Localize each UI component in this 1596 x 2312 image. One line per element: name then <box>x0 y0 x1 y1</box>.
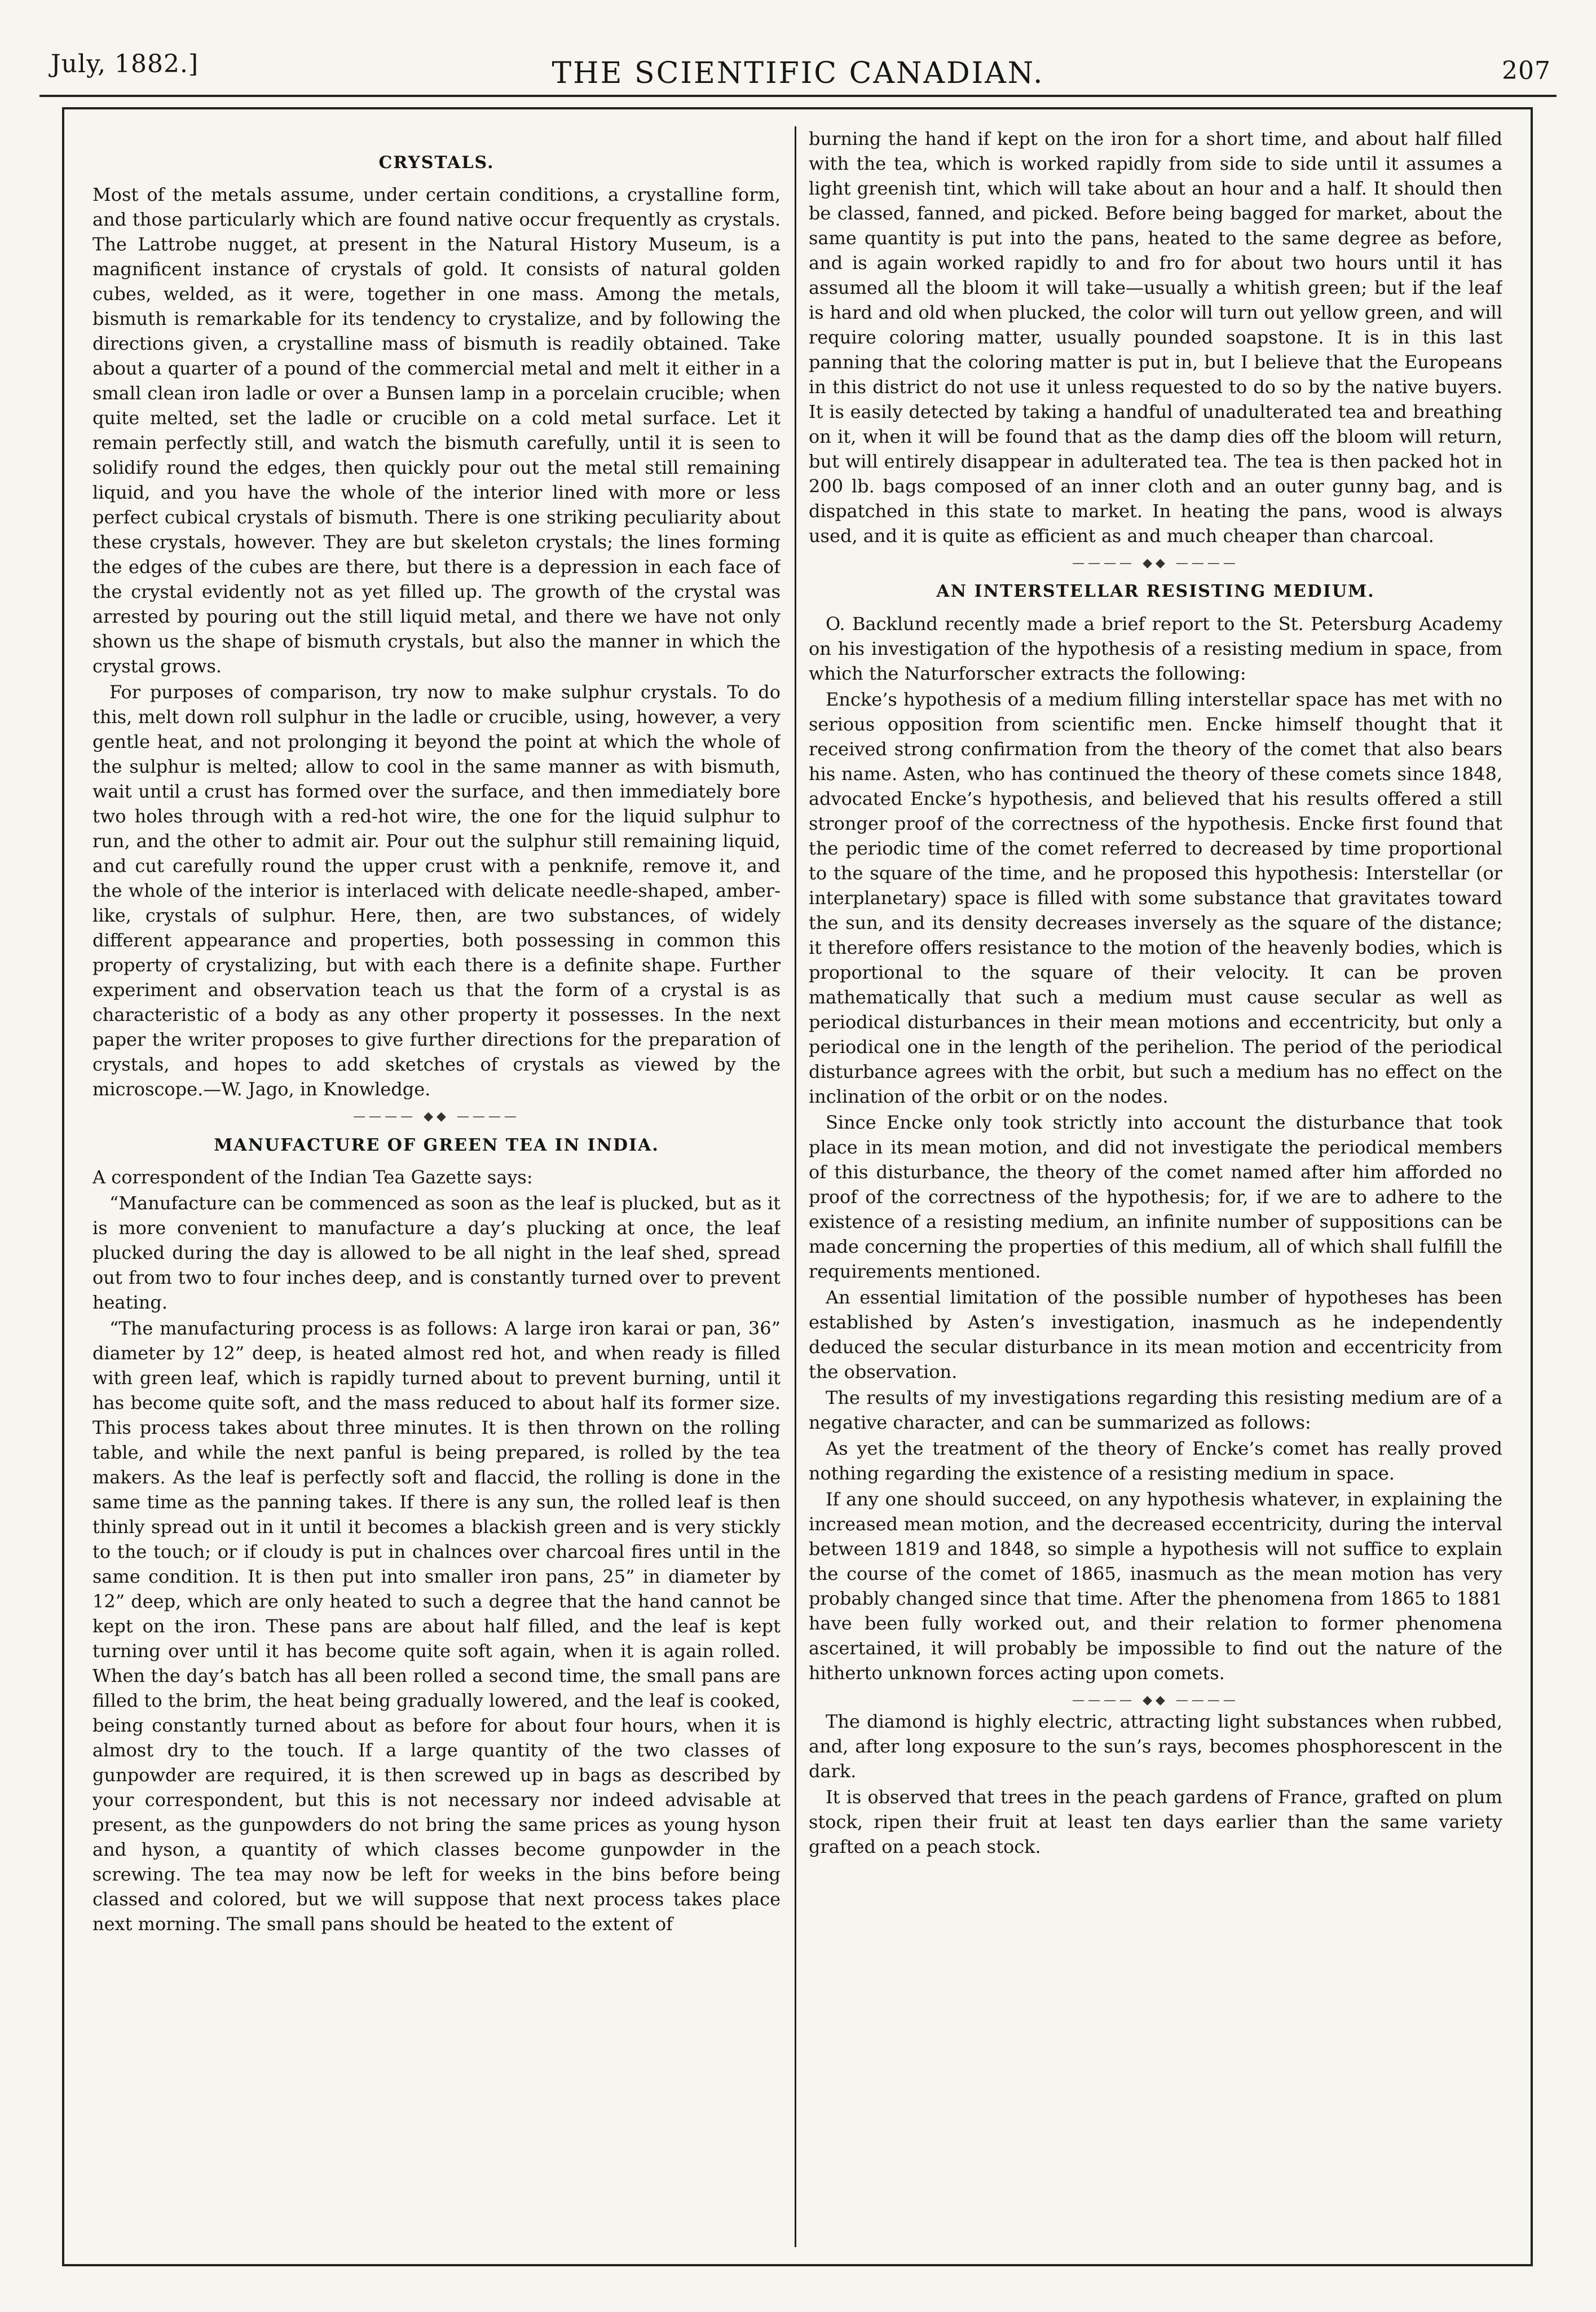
medium-paragraph-5: The results of my investigations regarding this resisting medium are of a negative character, and can be summarized as follows: <box>809 1386 1502 1433</box>
page-number: 207 <box>1502 56 1551 85</box>
diamond-note: The diamond is highly electric, attracting light substances when rubbed, and, after long exposure to the sun’s rays, becomes phosphorescent in the dark. <box>809 1710 1502 1782</box>
section-separator <box>809 1692 1502 1709</box>
green-tea-paragraph-3: “The manufacturing process is as follows: A large iron karai or pan, 36” diameter by 12” deep, is heated almost red hot, and when ready is filled with green leaf, which is rapidly turned about to prevent burning, until it has become quite soft, and the mass reduced to about half its former size. This process takes about three minutes. It is then thrown on the rolling table, and while the next panful is being prepared, is rolled by the tea makers. As the leaf is perfectly soft and flaccid, the rolling is done in the same time as the panning takes. If there is any sun, the rolled leaf is then thinly spread out in it until it becomes a blackish green and is very stickly to the touch; or if cloudy is put in chalnces over charcoal fires until in the same condition. It is then put into smaller iron pans, 25” in diameter by 12” deep, which are only heated to such a degree that the hand cannot be kept on the iron. These pans are about half filled, and the leaf is kept turning over until it has become quite soft again, when it is again rolled. When the day’s batch has all been rolled a second time, the small pans are filled to the brim, the heat being gradually lowered, and the leaf is cooked, being constantly turned about as before for about four hours, when it is almost dry to the touch. If a large quantity of the two classes of gunpowder are required, it is then screwed up in bags as described by your correspondent, but this is not necessary nor indeed advisable at present, as the gunpowders do not bring the same prices as young hyson and hyson, a quantity of which classes become gunpowder in the screwing. The tea may now be left for weeks in the bins before being classed and colored, but we will suppose that next process takes place next morning. The small pans should be heated to the extent of <box>92 1317 781 1935</box>
medium-paragraph-6: As yet the treatment of the theory of Encke’s comet has really proved nothing regarding the existence of a resisting medium in space. <box>809 1437 1502 1484</box>
column-divider <box>795 126 796 2247</box>
issue-date: July, 1882.] <box>51 50 199 78</box>
section-separator <box>809 555 1502 572</box>
page-frame <box>62 107 1533 2266</box>
crystals-heading: CRYSTALS. <box>378 153 495 173</box>
medium-paragraph-7: If any one should succeed, on any hypothesis whatever, in explaining the increased mean motion, and the decreased eccentricity, during the interval between 1819 and 1848, so simple a hypothesis will not suffice to explain the course of the comet of 1865, inasmuch as the mean motion has very probably changed since that time. After the phenomena from 1865 to 1881 have been fully worked out, and their relation to former phenomena ascertained, it will probably be impossible to find out the nature of the hitherto unknown forces acting upon comets. <box>809 1488 1502 1684</box>
peach-note: It is observed that trees in the peach gardens of France, grafted on plum stock, ripen their fruit at least ten days earlier than the same variety grafted on a peach stock. <box>809 1786 1502 1857</box>
left-column <box>92 143 781 2241</box>
header-rule <box>39 95 1557 97</box>
green-tea-paragraph-2: “Manufacture can be commenced as soon as the leaf is plucked, but as it is more convenient to manufacture a day’s plucking at once, the leaf plucked during the day is allowed to be all night in the leaf shed, spread out from two to four inches deep, and is constantly turned over to prevent heating. <box>92 1192 781 1313</box>
medium-paragraph-2: Encke’s hypothesis of a medium filling interstellar space has met with no serious opposition from scientific men. Encke himself thought that it received strong confirmation from the theory of the comet that also bears his name. Asten, who has continued the theory of these comets since 1848, advocated Encke’s hypothesis, and believed that his results offered a still stronger proof of the correctness of the hypothesis. Encke first found that the periodic time of the comet referred to decreased by time proportional to the square of the time, and he proposed this hypothesis: Interstellar (or interplanetary) space is filled with some substance that gravitates toward the sun, and its density decreases inversely as the square of the distance; it therefore offers resistance to the motion of the heavenly bodies, which is proportional to the square of their velocity. It can be proven mathematically that such a medium must cause secular as well as periodical disturbances in their mean motions and eccentricity, but only a periodical one in the length of the perihelion. The period of the periodical disturbance agrees with the orbit, but such a medium has no effect on the inclination of the orbit or on the nodes. <box>809 688 1502 1107</box>
medium-paragraph-3: Since Encke only took strictly into account the disturbance that took place in its mean motion, and did not investigate the periodical members of this disturbance, the theory of the comet named after him afforded no proof of the correctness of the hypothesis; for, if we are to adhere to the existence of a resisting medium, an infinite number of suppositions can be made concerning the properties of this medium, all of which shall fulfill the requirements mentioned. <box>809 1111 1502 1282</box>
crystals-paragraph-2: For purposes of comparison, try now to make sulphur crystals. To do this, melt down roll sulphur in the ladle or crucible, using, however, a very gentle heat, and not prolonging it beyond the point at which the whole of the sulphur is melted; allow to cool in the same manner as with bismuth, wait until a crust has formed over the surface, and then immediately bore two holes through with a red-hot wire, the one for the liquid sulphur to run, and the other to admit air. Pour out the sulphur still remaining liquid, and cut carefully round the upper crust with a penknife, remove it, and the whole of the interior is interlaced with delicate needle-shaped, amber-like, crystals of sulphur. Here, then, are two substances, of widely different appearance and properties, both possessing in common this property of crystalizing, but with each there is a definite shape. Further experiment and observation teach us that the form of a crystal is as characteristic of a body as any other property it possesses. In the next paper the writer proposes to give further directions for the preparation of crystals, and hopes to add sketches of crystals as viewed by the microscope.—W. Jago, in Knowledge. <box>92 681 781 1100</box>
green-tea-heading: MANUFACTURE OF GREEN TEA IN INDIA. <box>214 1135 659 1155</box>
crystals-paragraph-1: Most of the metals assume, under certain conditions, a crystalline form, and those particularly which are found native occur frequently as crystals. The Lattrobe nugget, at present in the Natural History Museum, is a magnificent instance of crystals of gold. It consists of natural golden cubes, welded, as it were, together in one mass. Among the metals, bismuth is remarkable for its tendency to crystalize, and by following the directions given, a crystalline mass of bismuth is readily obtained. Take about a quarter of a pound of the commercial metal and melt it either in a small clean iron ladle or over a Bunsen lamp in a porcelain crucible; when quite melted, set the ladle or crucible on a cold metal surface. Let it remain perfectly still, and watch the bismuth carefully, until it is seen to solidify round the edges, then quickly pour out the metal still remaining liquid, and you have the whole of the interior lined with more or less perfect cubical crystals of bismuth. There is one striking peculiarity about these crystals, however. They are but skeleton crystals; the lines forming the edges of the cubes are there, but there is a depression in each face of the crystal evidently not as yet filled up. The growth of the crystal was arrested by pouring out the still liquid metal, and there we have not only shown us the shape of bismuth crystals, but also the manner in which the crystal grows. <box>92 184 781 677</box>
medium-paragraph-1: O. Backlund recently made a brief report to the St. Petersburg Academy on his investigation of the hypothesis of a resisting medium in space, from which the Naturforscher extracts the following: <box>809 613 1502 684</box>
green-tea-continued: burning the hand if kept on the iron for a short time, and about half filled with the tea, which is worked rapidly from side to side until it assumes a light greenish tint, which will take about an hour and a half. It should then be classed, fanned, and picked. Before being bagged for market, about the same quantity is put into the pans, heated to the same degree as before, and is again worked rapidly to and fro for about two hours until it has assumed all the bloom it will take—usually a whitish green; but if the leaf is hard and old when plucked, the color will turn out yellow green, and will require coloring matter, usually pounded soapstone. It is in this last panning that the coloring matter is put in, but I believe that the Europeans in this district do not use it unless requested to do so by the native buyers. It is easily detected by taking a handful of unadulterated tea and breathing on it, when it will be found that as the damp dies off the bloom will return, but will entirely disappear in adulterated tea. The tea is then packed hot in 200 lb. bags composed of an inner cloth and an outer gunny bag, and is dispatched in this state to market. In heating the pans, wood is always used, and it is quite as efficient as and much cheaper than charcoal. <box>809 128 1502 547</box>
medium-heading: AN INTERSTELLAR RESISTING MEDIUM. <box>936 582 1375 602</box>
publication-title: THE SCIENTIFIC CANADIAN. <box>552 56 1044 90</box>
medium-paragraph-4: An essential limitation of the possible number of hypotheses has been established by Asten’s investigation, inasmuch as he independently deduced the secular disturbance in its mean motion and eccentricity from the observation. <box>809 1286 1502 1382</box>
section-separator <box>92 1108 781 1125</box>
right-column <box>809 126 1502 2241</box>
green-tea-paragraph-1: A correspondent of the Indian Tea Gazette says: <box>92 1166 533 1188</box>
